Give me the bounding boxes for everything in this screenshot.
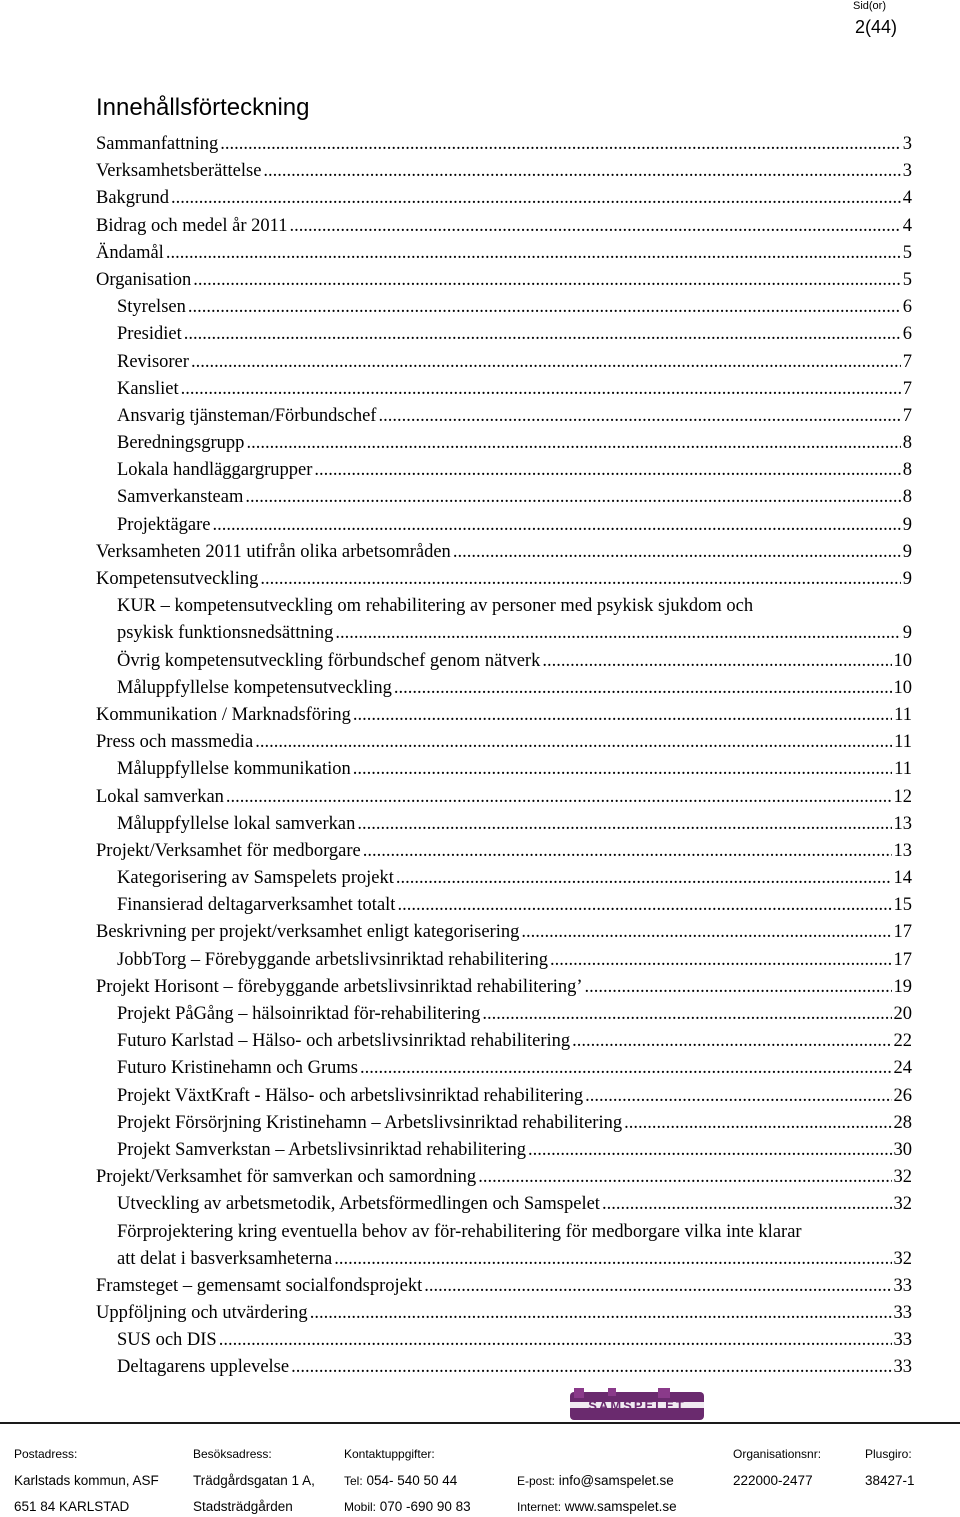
toc-entry-text: Projekt/Verksamhet för medborgare (96, 840, 361, 861)
orgnr-label: Organisationsnr: (733, 1447, 822, 1461)
toc-entry-page: 10 (893, 650, 912, 671)
toc-entry[interactable] (96, 892, 912, 919)
toc-leader-dots (378, 403, 900, 430)
toc-entry-text: Deltagarens upplevelse (117, 1357, 290, 1378)
toc-leader-dots (188, 294, 901, 321)
toc-leader-dots (585, 1083, 891, 1110)
toc-leader-dots (166, 240, 901, 267)
toc-leader-dots (550, 947, 892, 974)
toc-leader-dots (482, 1001, 891, 1028)
samspelet-logo (568, 1388, 706, 1424)
toc-leader-dots (334, 1246, 891, 1273)
toc-leader-dots (602, 1191, 892, 1218)
toc-entry-text: Måluppfyllelse kompetensutveckling (117, 677, 392, 698)
toc-entry[interactable] (96, 512, 912, 539)
toc-entry[interactable] (96, 430, 912, 457)
tel-row (344, 1473, 457, 1488)
plusgiro-value: 38427-1 (865, 1473, 915, 1488)
toc-entry-text: Samverkansteam (117, 487, 244, 508)
toc-entry-page: 9 (902, 541, 912, 562)
toc-entry-page: 28 (893, 1112, 912, 1133)
toc-entry[interactable] (96, 1354, 912, 1381)
toc-entry-page: 24 (893, 1058, 912, 1079)
toc-entry-text: att delat i basverksamheterna (117, 1248, 333, 1269)
toc-entry-page: 32 (893, 1167, 912, 1188)
toc-entry-text: Uppföljning och utvärdering (96, 1303, 308, 1324)
toc-entry-text: Ändamål (96, 242, 164, 263)
toc-entry[interactable] (96, 539, 912, 566)
toc-entry-page: 11 (894, 732, 912, 753)
internet-label: Internet: (517, 1500, 562, 1514)
toc-leader-dots (542, 648, 891, 675)
postadress-label: Postadress: (14, 1447, 78, 1461)
toc-entry-text: Kansliet (117, 378, 179, 399)
toc-entry[interactable] (96, 321, 912, 348)
toc-entry-page: 7 (902, 378, 912, 399)
toc-entry-text: Sammanfattning (96, 134, 219, 154)
toc-entry-text: Projektägare (117, 514, 211, 535)
toc-entry-text: Projekt Samverkstan – Arbetslivsinriktad rehabilitering (117, 1139, 526, 1160)
kontakt-label: Kontaktuppgifter: (344, 1447, 435, 1461)
toc-leader-dots (193, 267, 901, 294)
toc-entry[interactable] (96, 838, 912, 865)
toc-entry-page: 8 (902, 433, 912, 454)
toc-entry-page: 3 (902, 161, 912, 182)
toc-leader-dots (255, 729, 892, 756)
toc-entry-page: 9 (902, 623, 912, 644)
besoksadress-label: Besöksadress: (193, 1447, 272, 1461)
toc-entry-page: 19 (893, 976, 912, 997)
toc-entry[interactable] (96, 376, 912, 403)
toc-entry-page: 5 (902, 269, 912, 290)
toc-leader-dots (572, 1028, 891, 1055)
toc-entry-text: Kompetensutveckling (96, 569, 259, 589)
toc-entry[interactable] (96, 1055, 912, 1082)
toc-entry-page: 20 (893, 1004, 912, 1024)
toc-entry-text: Kategorisering av Samspelets projekt (117, 868, 394, 889)
toc-entry[interactable]: Förprojektering kring eventuella behov av för-rehabilitering för medborgare vilka inte klarar (117, 1221, 802, 1242)
toc-entry-text: Revisorer (117, 351, 189, 372)
toc-leader-dots (226, 784, 892, 811)
toc-entry-page: 17 (893, 949, 912, 970)
toc-entry-page: 9 (902, 569, 912, 589)
postadress-line2: 651 84 KARLSTAD (14, 1499, 130, 1514)
toc-leader-dots (363, 838, 892, 865)
toc-entry-page: 10 (893, 677, 912, 698)
toc-entry-page: 32 (893, 1248, 912, 1269)
toc-leader-dots (184, 321, 901, 348)
epost-row (517, 1473, 674, 1488)
toc-entry-text: Verksamheten 2011 utifrån olika arbetsområden (96, 541, 451, 562)
toc-entry[interactable] (96, 919, 912, 946)
toc-entry-text: Beredningsgrupp (117, 433, 245, 454)
toc-entry-text: Organisation (96, 269, 192, 290)
postadress-line1: Karlstads kommun, ASF (14, 1473, 159, 1488)
toc-entry[interactable] (96, 974, 912, 1001)
toc-title: Innehållsförteckning (96, 94, 310, 121)
toc-entry-text: Presidiet (117, 324, 182, 345)
toc-entry[interactable] (96, 240, 912, 267)
toc-leader-dots (310, 1300, 892, 1327)
epost-label: E-post: (517, 1474, 556, 1488)
toc-entry-text: Projekt Försörjning Kristinehamn – Arbetslivsinriktad rehabilitering (117, 1112, 623, 1133)
toc-entry-page: 8 (902, 460, 912, 481)
besoksadress-line1: Trädgårdsgatan 1 A, (193, 1473, 315, 1488)
toc-entry-text: Press och massmedia (96, 732, 254, 753)
toc-entry-page: 33 (893, 1275, 912, 1296)
toc-leader-dots (397, 892, 891, 919)
toc-entry-text: SUS och DIS (117, 1330, 217, 1351)
toc-entry[interactable] (96, 756, 912, 783)
internet-row (517, 1499, 677, 1514)
toc-entry-text: Projekt/Verksamhet för samverkan och samordning (96, 1167, 477, 1188)
toc-entry[interactable] (96, 294, 912, 321)
svg-text:SAMSPELET: SAMSPELET (588, 1398, 686, 1413)
toc-entry[interactable] (96, 1273, 912, 1300)
toc-leader-dots (171, 185, 901, 212)
toc-leader-dots (213, 512, 901, 539)
toc-entry-page: 33 (893, 1357, 912, 1378)
toc-entry[interactable] (96, 349, 912, 376)
toc-entry[interactable] (96, 702, 912, 729)
toc-leader-dots (289, 213, 900, 240)
toc-entry-text: Projekt PåGång – hälsoinriktad för-rehabilitering (117, 1004, 481, 1024)
toc-entry[interactable] (96, 158, 912, 185)
toc-leader-dots (245, 484, 900, 511)
toc-entry-text: Måluppfyllelse kommunikation (117, 759, 351, 780)
toc-leader-dots (353, 756, 892, 783)
toc-leader-dots (585, 974, 892, 1001)
toc-entry-text: Finansierad deltagarverksamhet totalt (117, 895, 396, 916)
toc-list (96, 131, 912, 1382)
toc-entry-page: 3 (902, 134, 912, 154)
toc-leader-dots (478, 1164, 891, 1191)
toc-entry-page: 32 (893, 1194, 912, 1215)
toc-leader-dots (291, 1354, 891, 1381)
toc-entry-text: Styrelsen (117, 297, 186, 318)
toc-entry[interactable] (96, 1083, 912, 1110)
toc-entry-page: 6 (902, 324, 912, 345)
toc-leader-dots (424, 1273, 891, 1300)
toc-entry-page: 11 (894, 759, 912, 780)
toc-entry[interactable] (96, 1327, 912, 1354)
toc-entry[interactable]: KUR – kompetensutveckling om rehabilitering av personer med psykisk sjukdom och (117, 596, 754, 617)
toc-leader-dots (521, 919, 891, 946)
footer-divider (0, 1422, 960, 1424)
toc-entry[interactable] (96, 185, 912, 212)
internet-value[interactable]: www.samspelet.se (564, 1499, 677, 1514)
toc-entry[interactable] (96, 1001, 912, 1028)
toc-entry[interactable] (96, 1028, 912, 1055)
plusgiro-label: Plusgiro: (865, 1447, 912, 1461)
toc-leader-dots (181, 376, 901, 403)
toc-entry-page: 13 (893, 840, 912, 861)
toc-entry-text: Bakgrund (96, 188, 169, 209)
toc-entry-page: 33 (893, 1330, 912, 1351)
toc-entry-text: JobbTorg – Förebyggande arbetslivsinriktad rehabilitering (117, 949, 548, 970)
toc-entry-page: 12 (893, 786, 912, 807)
toc-leader-dots (624, 1110, 891, 1137)
toc-entry[interactable] (96, 784, 912, 811)
toc-entry-page: 14 (893, 868, 912, 889)
toc-entry[interactable] (96, 675, 912, 702)
toc-entry-page: 22 (893, 1031, 912, 1052)
toc-entry[interactable] (96, 1110, 912, 1137)
toc-leader-dots (394, 675, 892, 702)
toc-entry[interactable] (96, 566, 912, 593)
toc-leader-dots (191, 349, 901, 376)
toc-leader-dots (220, 131, 900, 158)
toc-entry-continuation[interactable] (96, 1246, 912, 1273)
toc-entry[interactable] (96, 1300, 912, 1327)
toc-entry-continuation[interactable] (96, 620, 912, 647)
epost-value[interactable]: info@samspelet.se (558, 1473, 674, 1488)
toc-leader-dots (528, 1137, 892, 1164)
toc-entry-page: 8 (902, 487, 912, 508)
toc-entry[interactable] (96, 1164, 912, 1191)
toc-entry-text: psykisk funktionsnedsättning (117, 623, 334, 644)
toc-leader-dots (335, 620, 900, 647)
tel-label: Tel: (344, 1474, 363, 1488)
toc-entry-page: 7 (902, 351, 912, 372)
toc-entry-page: 30 (893, 1139, 912, 1160)
toc-entry-page: 9 (902, 514, 912, 535)
toc-leader-dots (219, 1327, 892, 1354)
toc-entry-text: Utveckling av arbetsmetodik, Arbetsförmedlingen och Samspelet (117, 1194, 600, 1215)
toc-leader-dots (260, 566, 900, 593)
toc-entry-page: 15 (893, 895, 912, 916)
toc-leader-dots (353, 702, 892, 729)
toc-entry[interactable] (96, 131, 912, 158)
toc-entry-page: 13 (893, 813, 912, 834)
toc-entry-page: 5 (902, 242, 912, 263)
toc-entry-text: Bidrag och medel år 2011 (96, 215, 288, 236)
toc-entry-text: Ansvarig tjänsteman/Förbundschef (117, 405, 377, 426)
toc-entry-text: Lokala handläggargrupper (117, 460, 313, 481)
toc-entry-page: 4 (902, 188, 912, 209)
toc-entry-text: Övrig kompetensutveckling förbundschef genom nätverk (117, 650, 541, 671)
toc-entry-page: 26 (893, 1085, 912, 1106)
toc-entry[interactable] (96, 213, 912, 240)
toc-entry-text: Verksamhetsberättelse (96, 161, 262, 182)
toc-leader-dots (396, 865, 892, 892)
toc-entry-text: Futuro Karlstad – Hälso- och arbetslivsinriktad rehabilitering (117, 1031, 571, 1052)
toc-entry[interactable] (96, 403, 912, 430)
toc-entry-text: Beskrivning per projekt/verksamhet enligt kategorisering (96, 922, 520, 943)
toc-entry[interactable] (96, 457, 912, 484)
toc-entry-page: 33 (893, 1303, 912, 1324)
toc-leader-dots (453, 539, 901, 566)
toc-leader-dots (360, 1055, 892, 1082)
page-label: Sid(or) (852, 0, 886, 12)
toc-entry-page: 17 (893, 922, 912, 943)
toc-entry[interactable] (96, 1137, 912, 1164)
toc-entry[interactable] (96, 1191, 912, 1218)
mobil-label: Mobil: (344, 1500, 377, 1514)
toc-entry-text: Måluppfyllelse lokal samverkan (117, 813, 356, 834)
page-number: 2(44) (854, 17, 897, 37)
toc-entry-text: Framsteget – gemensamt socialfondsprojekt (96, 1275, 423, 1296)
mobil-row (344, 1499, 471, 1514)
toc-leader-dots (246, 430, 900, 457)
toc-entry-page: 7 (902, 405, 912, 426)
mobil-value: 070 -690 90 83 (379, 1499, 471, 1514)
toc-entry-text: Projekt Horisont – förebyggande arbetslivsinriktad rehabilitering’ (96, 976, 583, 997)
toc-entry[interactable] (96, 729, 912, 756)
toc-leader-dots (314, 457, 900, 484)
toc-entry[interactable] (96, 484, 912, 511)
toc-entry-text: Kommunikation / Marknadsföring (96, 704, 351, 725)
tel-value: 054- 540 50 44 (366, 1473, 458, 1488)
toc-entry-page: 4 (902, 215, 912, 236)
orgnr-value: 222000-2477 (733, 1473, 813, 1488)
toc-entry-page: 11 (894, 704, 912, 725)
toc-entry[interactable] (96, 267, 912, 294)
toc-entry[interactable] (96, 865, 912, 892)
besoksadress-line2: Stadsträdgården (193, 1499, 293, 1514)
toc-leader-dots (357, 811, 891, 838)
toc-entry-text: Lokal samverkan (96, 786, 224, 807)
toc-entry[interactable] (96, 811, 912, 838)
toc-entry[interactable] (96, 648, 912, 675)
toc-entry-text: Projekt VäxtKraft - Hälso- och arbetslivsinriktad rehabilitering (117, 1085, 584, 1106)
toc-entry-page: 6 (902, 297, 912, 318)
toc-leader-dots (263, 158, 900, 185)
toc-entry[interactable] (96, 947, 912, 974)
toc-entry-text: Futuro Kristinehamn och Grums (117, 1058, 358, 1079)
